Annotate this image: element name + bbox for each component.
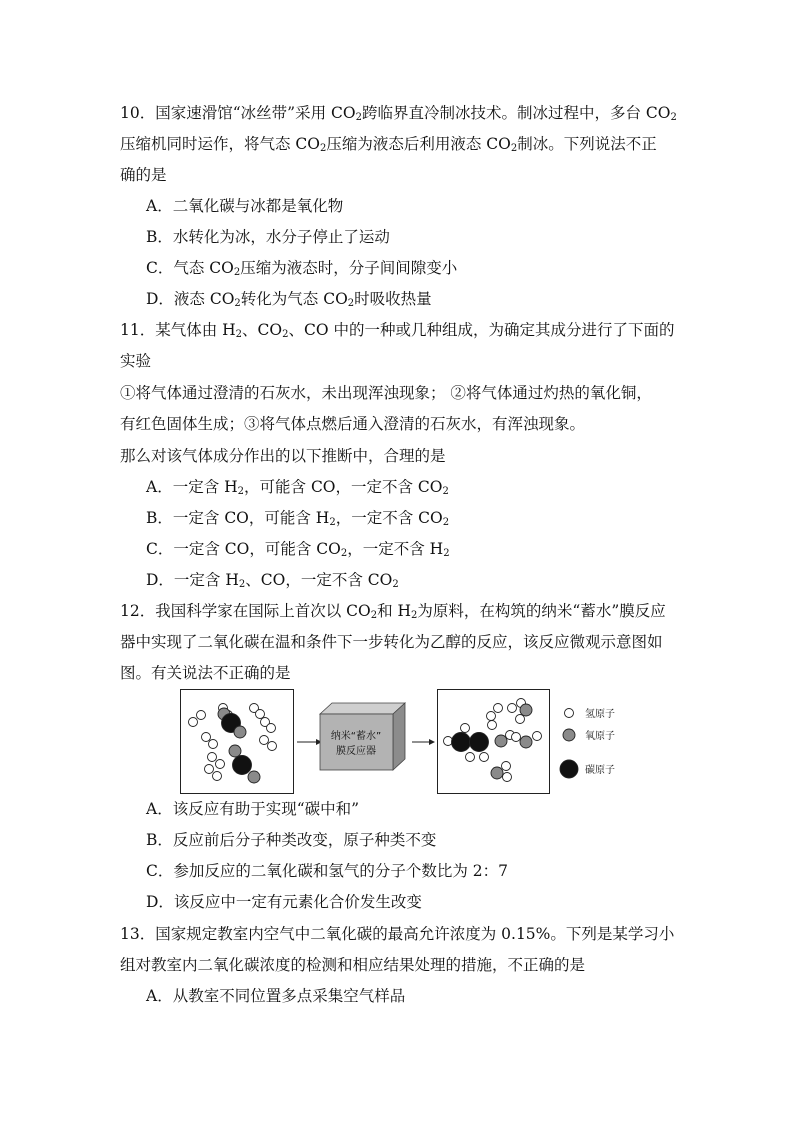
reactant-molecules [189,704,277,784]
q10-option-d [146,289,432,309]
hydrogen-atom [508,704,517,713]
reactants-box [181,690,294,794]
q11-text: 11．某气体由 H [120,321,236,339]
legend-carbon: 碳原子 [585,765,615,776]
legend-hydrogen: 氢原子 [585,709,615,720]
q11-option-a [146,477,449,497]
q10-text: 10．国家速滑馆“冰丝带”采用 CO [120,104,356,122]
oxygen-atom [234,726,246,738]
hydrogen-atom [502,762,511,771]
option-text: D．液态 CO [146,290,235,308]
oxygen-atom [520,704,532,716]
subscript: 2 [510,143,518,154]
hydrogen-atom [189,718,198,727]
subscript: 2 [233,267,241,278]
subscript: 2 [320,143,327,154]
q12-option-c: C．参加反应的二氧化碳和氢气的分子个数比为 2：7 [146,862,509,880]
reactor-label-2: 膜反应器 [336,746,376,757]
subscript: 2 [355,112,362,123]
q12-line-1 [120,601,666,621]
q10-line-2 [120,134,657,154]
hydrogen-atom [208,753,217,762]
q13-option-a: A．从教室不同位置多点采集空气样品 [146,987,406,1005]
q13-line-2: 组对教室内二氧化碳浓度的检测和相应结果处理的措施，不正确的是 [120,956,586,974]
hydrogen-atom [512,733,521,742]
hydrogen-atom [466,753,475,762]
subscript: 2 [329,517,336,528]
oxygen-atom [491,767,503,779]
hydrogen-atom [488,721,497,730]
carbon-atom [470,733,489,752]
subscript: 2 [392,579,399,590]
q12-text: 为原料，在构筑的纳米“蓄水”膜反应 [417,602,666,620]
reactor-side [393,703,405,770]
q12-option-a: A．该反应有助于实现“碳中和” [146,800,360,818]
option-text: ，可能含 CO，一定不含 CO [244,478,443,496]
q10-line-1 [120,103,677,123]
q10-text: 跨临界直冷制冰技术。制冰过程中，多台 CO [361,104,671,122]
subscript: 2 [442,517,450,528]
hydrogen-atom [209,740,218,749]
hydrogen-atom [480,753,489,762]
hydrogen-atom [260,736,269,745]
arrow-head-icon [429,739,435,745]
q11-text: 、CO [242,321,283,339]
hydrogen-atom [267,724,276,733]
hydrogen-atom [197,711,206,720]
carbon-atom [452,733,471,752]
subscript: 2 [370,610,378,621]
hydrogen-atom [487,712,496,721]
carbon-atom-icon [560,760,578,778]
reactor-label-1: 纳米“蓄水” [330,731,382,742]
option-text: A．一定含 H [146,478,238,496]
q11-line-1 [120,320,675,340]
option-text: 压缩为液态时，分子间间隙变小 [240,259,458,277]
q13-line-1: 13．国家规定教室内空气中二氧化碳的最高允许浓度为 0.15%。下列是某学习小 [120,925,675,943]
hydrogen-atom [256,710,265,719]
q11-option-b [146,508,449,528]
hydrogen-atom [213,772,222,781]
option-text: ，一定不含 CO [335,509,443,527]
option-text: C．气态 CO [146,259,234,277]
q10-text: 压缩机同时运作，将气态 CO [120,135,320,153]
reactor-front [320,714,393,770]
hydrogen-atom [494,704,503,713]
q11-line-5: 那么对该气体成分作出的以下推断中，合理的是 [120,447,446,465]
q10-text: 制冰。下列说法不正 [517,135,657,153]
oxygen-atom [520,736,532,748]
subscript: 2 [670,112,677,123]
hydrogen-atom [503,773,512,782]
q11-line-4: 有红色固体生成；③将气体点燃后通入澄清的石灰水，有浑浊现象。 [120,415,586,433]
q11-option-d [146,570,399,590]
q12-line-3: 图。有关说法不正确的是 [120,664,291,682]
subscript: 2 [282,329,289,340]
legend-oxygen: 氧原子 [585,731,615,742]
subscript: 2 [340,548,348,559]
q10-text: 压缩为液态后利用液态 CO [326,135,511,153]
hydrogen-atom [533,732,542,741]
q11-line-2: 实验 [120,352,152,370]
option-text: C．一定含 CO，可能含 CO [146,540,341,558]
q10-line-3: 确的是 [120,166,167,184]
q12-text: 和 H [377,602,412,620]
carbon-atom [233,756,252,775]
option-text: 、CO，一定不含 CO [245,571,393,589]
oxygen-atom-icon [563,729,575,741]
q12-option-d: D．该反应中一定有元素化合价发生改变 [146,893,422,911]
q11-text: 、CO 中的一种或几种组成，为确定其成分进行了下面的 [288,321,675,339]
option-text: D．一定含 H [146,571,239,589]
q10-option-c [146,258,457,278]
hydrogen-atom [461,724,470,733]
option-text: 转化为气态 CO [240,290,348,308]
q12-option-b: B．反应前后分子种类改变，原子种类不变 [146,831,437,849]
hydrogen-atom [516,715,525,724]
q12-line-2: 器中实现了二氧化碳在温和条件下一步转化为乙醇的反应，该反应微观示意图如 [120,633,663,651]
product-molecules [444,699,542,782]
q11-option-c [146,539,450,559]
subscript: 2 [443,548,450,559]
option-text: 时吸收热量 [354,290,432,308]
reactor-top [320,703,405,714]
q12-text: 12．我国科学家在国际上首次以 CO [120,602,371,620]
hydrogen-atom [205,765,214,774]
subscript: 2 [238,579,246,590]
q10-option-b: B．水转化为冰，水分子停止了运动 [146,228,390,246]
reaction-diagram [180,689,650,794]
q10-option-a: A．二氧化碳与冰都是氧化物 [146,197,344,215]
subscript: 2 [234,298,241,309]
hydrogen-atom [202,733,211,742]
subscript: 2 [347,298,355,309]
subscript: 2 [411,610,418,621]
oxygen-atom [248,771,260,783]
oxygen-atom [229,745,241,757]
legend [560,707,615,778]
hydrogen-atom [216,760,225,769]
q11-line-3: ①将气体通过澄清的石灰水，未出现浑浊现象； ②将气体通过灼热的氧化铜， [120,384,652,402]
hydrogen-atom-icon [565,709,574,718]
option-text: B．一定含 CO，可能含 H [146,509,330,527]
oxygen-atom [495,735,507,747]
subscript: 2 [235,329,243,340]
subscript: 2 [442,486,449,497]
option-text: ，一定不含 H [347,540,444,558]
hydrogen-atom [268,742,277,751]
subscript: 2 [237,486,245,497]
